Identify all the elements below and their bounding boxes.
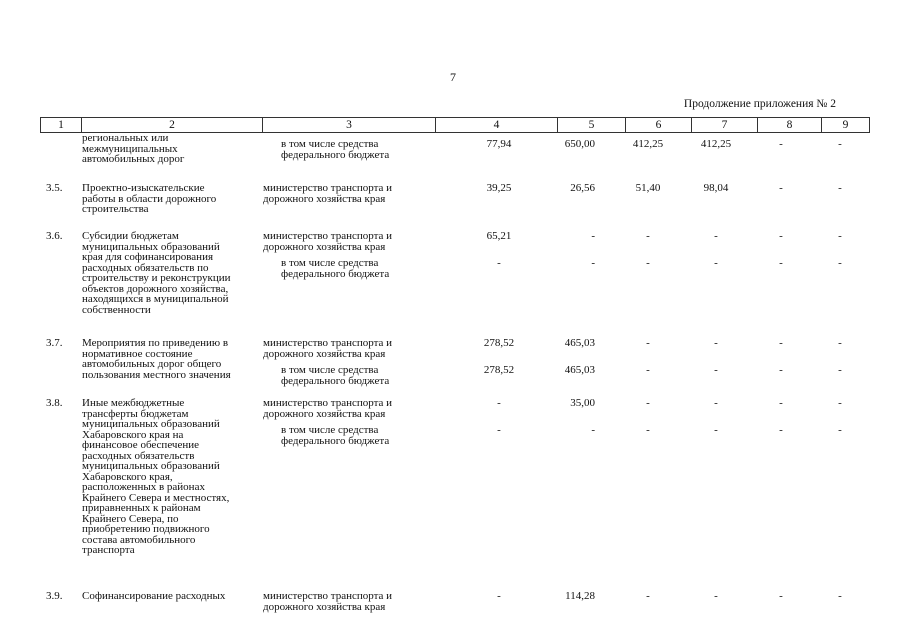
value-cell-col7: -: [714, 230, 718, 242]
value-cell-col5: 26,56: [570, 182, 595, 194]
row-number: 3.9.: [46, 590, 63, 602]
row-name-line: собственности: [82, 303, 151, 316]
value-cell-col9: -: [838, 397, 842, 409]
source-label-line: в том числе средства: [281, 424, 379, 436]
value-cell-col5: 465,03: [564, 364, 595, 376]
value-cell-col7: -: [714, 397, 718, 409]
value-cell-col5: -: [591, 257, 595, 269]
row-name-line: муниципальных образований: [82, 460, 220, 472]
source-label-line: федерального бюджета: [281, 434, 390, 447]
source-label: [263, 183, 468, 204]
col-header-1: 1: [58, 119, 64, 131]
value-cell-col5: -: [591, 230, 595, 242]
row-name-line: Крайнего Севера и местностях,: [82, 491, 230, 504]
col-header-5: 5: [557, 118, 625, 132]
value-cell-col7: -: [714, 424, 718, 436]
row-name-line: Софинансирование расходных: [82, 590, 226, 602]
row-name-line: приобретению подвижного: [82, 523, 210, 535]
value-cell-col8: -: [779, 138, 783, 150]
col-header-6: 6: [625, 118, 691, 132]
source-label-line: в том числе средства: [281, 364, 379, 376]
value-cell-col9: -: [838, 257, 842, 269]
source-label: [263, 338, 468, 359]
value-cell-col4: 39,25: [486, 182, 512, 194]
value-cell-col7: -: [714, 364, 718, 376]
row-name-line: состава автомобильного: [82, 533, 196, 546]
value-cell-col4: -: [497, 397, 501, 409]
source-label-line: федерального бюджета: [281, 148, 390, 161]
row-name-line: строительству и реконструкции: [82, 272, 231, 284]
value-cell-col6: -: [646, 230, 650, 242]
row-name-line: автомобильных дорог: [82, 153, 185, 165]
value-cell-col4: -: [497, 590, 501, 602]
value-cell-col9: -: [838, 182, 842, 194]
source-label-line: министерство транспорта и: [263, 337, 393, 349]
value-cell-col9: -: [838, 424, 842, 436]
source-label: [263, 258, 486, 279]
row-name: [82, 338, 260, 380]
value-cell-col4: 278,52: [483, 337, 515, 349]
row-name-line: находящихся в муниципальной: [82, 293, 229, 305]
value-cell-col8: -: [779, 230, 783, 242]
row-name-line: расходных обязательств по: [82, 261, 209, 274]
row-name-line: приравненных к районам: [82, 502, 201, 514]
value-cell-col5: 465,03: [564, 337, 595, 349]
value-cell-col9: -: [838, 590, 842, 602]
value-cell-col4: -: [497, 424, 501, 436]
col-header-7: 7: [691, 118, 757, 132]
page-number: 7: [450, 70, 456, 84]
value-cell-col6: 51,40: [635, 182, 661, 194]
value-cell-col8: -: [779, 424, 783, 436]
row-name: [82, 591, 260, 602]
row-name: [82, 398, 260, 556]
row-name-line: нормативное состояние: [82, 347, 193, 360]
value-cell-col6: -: [646, 397, 650, 409]
continuation-title: Продолжение приложения № 2: [683, 98, 836, 110]
row-name-line: пользования местного значения: [82, 368, 231, 381]
value-cell-col7: -: [714, 257, 718, 269]
value-cell-col4: -: [497, 257, 501, 269]
row-number: 3.8.: [46, 397, 63, 409]
value-cell-col9: -: [838, 230, 842, 242]
source-label-line: федерального бюджета: [281, 267, 390, 280]
source-label: [263, 365, 486, 386]
value-cell-col8: -: [779, 397, 783, 409]
row-name-line: финансовое обеспечение: [82, 439, 199, 451]
col-header-2: 2: [81, 118, 262, 132]
value-cell-col8: -: [779, 182, 783, 194]
source-label-line: дорожного хозяйства края: [263, 600, 386, 613]
value-cell-col9: -: [838, 364, 842, 376]
source-label-line: министерство транспорта и: [263, 590, 393, 602]
source-label-line: дорожного хозяйства края: [263, 407, 386, 420]
row-name-line: Крайнего Севера, по: [82, 512, 179, 525]
source-label-line: министерство транспорта и: [263, 230, 393, 242]
value-cell-col6: -: [646, 590, 650, 602]
source-label-line: министерство транспорта и: [263, 182, 393, 194]
row-name-line: работы в области дорожного: [82, 192, 217, 205]
col-header-8: 8: [757, 118, 821, 132]
row-name-line: Субсидии бюджетам: [82, 230, 179, 242]
value-cell-col8: -: [779, 257, 783, 269]
table-header: [40, 117, 870, 133]
value-cell-col8: -: [779, 364, 783, 376]
source-label: [263, 398, 468, 419]
row-name-line: транспорта: [82, 544, 135, 556]
row-number: 3.6.: [46, 230, 63, 242]
row-name: [82, 231, 260, 315]
row-number: 3.5.: [46, 182, 63, 194]
row-name-line: трансферты бюджетам: [82, 407, 189, 420]
col-header-4: 4: [435, 118, 557, 132]
row-name-line: межмуниципальных: [82, 142, 178, 155]
value-cell-col6: -: [646, 337, 650, 349]
source-label-line: федерального бюджета: [281, 374, 390, 387]
row-name-line: Хабаровского края,: [82, 470, 173, 483]
row-name: [82, 183, 260, 215]
row-name-line: объектов дорожного хозяйства,: [82, 282, 229, 295]
row-name-line: расположенных в районах: [82, 481, 205, 493]
source-label: [263, 591, 468, 612]
source-label-line: в том числе средства: [281, 257, 379, 269]
source-label-line: дорожного хозяйства края: [263, 192, 386, 205]
value-cell-col5: 35,00: [570, 397, 595, 409]
value-cell-col7: -: [714, 590, 718, 602]
row-name-line: края для софинансирования: [82, 251, 214, 263]
row-name-line: Иные межбюджетные: [82, 397, 185, 409]
source-label: [263, 231, 468, 252]
row-name: [82, 133, 260, 165]
value-cell-col7: 98,04: [703, 182, 729, 194]
value-cell-col5: 114,28: [565, 590, 595, 602]
row-name-line: расходных обязательств: [82, 449, 195, 462]
row-name-line: Хабаровского края на: [82, 428, 184, 441]
value-cell-col6: 412,25: [632, 138, 664, 150]
row-name-line: Мероприятия по приведению в: [82, 337, 229, 349]
value-cell-col8: -: [779, 590, 783, 602]
value-cell-col4: 77,94: [486, 138, 512, 150]
row-name-line: строительства: [82, 203, 149, 215]
col-header-3: 3: [262, 118, 435, 132]
row-name-line: Проектно-изыскательские: [82, 182, 205, 194]
value-cell-col5: -: [591, 424, 595, 436]
value-cell-col6: -: [646, 364, 650, 376]
value-cell-col8: -: [779, 337, 783, 349]
value-cell-col4: 65,21: [486, 230, 512, 242]
row-name-line: региональных или: [82, 132, 169, 144]
row-name-line: автомобильных дорог общего: [82, 358, 222, 370]
value-cell-col9: -: [838, 138, 842, 150]
value-cell-col6: -: [646, 424, 650, 436]
row-name-line: муниципальных образований: [82, 240, 220, 253]
source-label-line: в том числе средства: [281, 138, 379, 150]
value-cell-col7: -: [714, 337, 718, 349]
source-label-line: дорожного хозяйства края: [263, 347, 386, 360]
col-header-9: 9: [821, 118, 869, 132]
source-label-line: дорожного хозяйства края: [263, 240, 386, 253]
value-cell-col4: 278,52: [483, 364, 515, 376]
row-number: 3.7.: [46, 337, 63, 349]
source-label-line: министерство транспорта и: [263, 397, 393, 409]
row-name-line: муниципальных образований: [82, 418, 220, 430]
value-cell-col5: 650,00: [564, 138, 595, 150]
value-cell-col7: 412,25: [700, 138, 732, 150]
source-label: [263, 139, 486, 160]
source-label: [263, 425, 486, 446]
value-cell-col6: -: [646, 257, 650, 269]
value-cell-col9: -: [838, 337, 842, 349]
